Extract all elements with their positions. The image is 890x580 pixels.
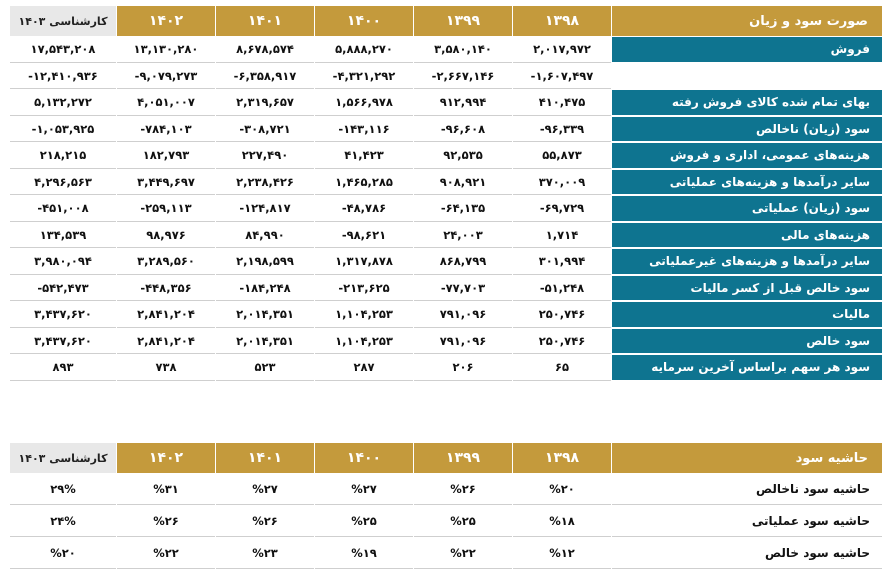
row-label: مالیات	[612, 302, 882, 328]
row-label: سود خالص قبل از کسر مالیات	[612, 276, 882, 302]
cell-value: ۶۵	[513, 355, 611, 381]
row-label: فروش	[612, 37, 882, 63]
cell-value: -۹۶,۶۰۸	[414, 117, 512, 143]
cell-value: -۹,۰۷۹,۲۷۳	[117, 64, 215, 90]
cell-value: ۲,۸۴۱,۲۰۴	[117, 329, 215, 355]
cell-value: ۱,۴۶۵,۲۸۵	[315, 170, 413, 196]
cell-value: ۵۲۳	[216, 355, 314, 381]
row-label: سود (زیان) ناخالص	[612, 117, 882, 143]
table-row	[10, 64, 882, 90]
margin-header	[10, 443, 882, 473]
cell-value: %۲۵	[315, 506, 413, 537]
cell-value: ۲,۲۳۸,۴۲۶	[216, 170, 314, 196]
cell-value: -۹۶,۳۳۹	[513, 117, 611, 143]
row-label: بهای تمام شده کالای فروش رفته	[612, 90, 882, 116]
cell-value: ۱,۳۱۷,۸۷۸	[315, 249, 413, 275]
cell-value: ۱۳,۱۳۰,۲۸۰	[117, 37, 215, 63]
cell-value: ۵,۱۳۲,۲۷۲	[10, 90, 116, 116]
cell-value: %۲۰	[10, 538, 116, 569]
cell-value: ۱,۱۰۴,۲۵۳	[315, 329, 413, 355]
cell-value: %۲۶	[414, 474, 512, 505]
row-label: حاشیه سود خالص	[612, 538, 882, 569]
cell-value: ۹۰۸,۹۲۱	[414, 170, 512, 196]
cell-value: -۹۸,۶۲۱	[315, 223, 413, 249]
cell-value: ۳,۹۸۰,۰۹۴	[10, 249, 116, 275]
cell-value: ۱۳۴,۵۳۹	[10, 223, 116, 249]
cell-value: %۲۳	[216, 538, 314, 569]
header-year: ۱۴۰۲	[117, 443, 215, 473]
cell-value: ۵۵,۸۷۳	[513, 143, 611, 169]
cell-value: ۱,۵۶۶,۹۷۸	[315, 90, 413, 116]
header-year: ۱۳۹۹	[414, 6, 512, 36]
cell-value: ۸۹۳	[10, 355, 116, 381]
cell-value: -۱۲۴,۸۱۷	[216, 196, 314, 222]
cell-value: -۳۰۸,۷۲۱	[216, 117, 314, 143]
row-label: هزینه‌های عمومی، اداری و فروش	[612, 143, 882, 169]
cell-value: -۴۴۸,۳۵۶	[117, 276, 215, 302]
cell-value: -۷۷,۷۰۳	[414, 276, 512, 302]
cell-value: -۷۸۴,۱۰۳	[117, 117, 215, 143]
cell-value: ۷۹۱,۰۹۶	[414, 302, 512, 328]
cell-value: ۱,۱۰۴,۲۵۳	[315, 302, 413, 328]
cell-value: ۸,۶۷۸,۵۷۴	[216, 37, 314, 63]
header-year: ۱۴۰۰	[315, 6, 413, 36]
table-row	[10, 90, 882, 116]
table-row	[10, 249, 882, 275]
cell-value: -۲,۶۶۷,۱۴۶	[414, 64, 512, 90]
cell-value: ۹۲,۵۳۵	[414, 143, 512, 169]
table-row	[10, 506, 882, 537]
cell-value: %۲۷	[315, 474, 413, 505]
cell-value: ۲۵۰,۷۴۶	[513, 302, 611, 328]
cell-value: -۱۴۳,۱۱۶	[315, 117, 413, 143]
cell-value: %۲۲	[414, 538, 512, 569]
cell-value: ۲۰۶	[414, 355, 512, 381]
cell-value: %۲۰	[513, 474, 611, 505]
header-year: ۱۳۹۹	[414, 443, 512, 473]
row-label: هزینه‌های مالی	[612, 223, 882, 249]
cell-value: ۲,۸۴۱,۲۰۴	[117, 302, 215, 328]
cell-value: %۲۷	[216, 474, 314, 505]
cell-value: -۲۱۳,۶۲۵	[315, 276, 413, 302]
row-label: سود خالص	[612, 329, 882, 355]
table-row	[10, 117, 882, 143]
table-row	[10, 143, 882, 169]
row-label: سود هر سهم براساس آخرین سرمایه	[612, 355, 882, 381]
cell-value: %۲۲	[117, 538, 215, 569]
table-row	[10, 37, 882, 63]
cell-value: ۲۱۸,۲۱۵	[10, 143, 116, 169]
header-estimate: کارشناسی ۱۴۰۳	[10, 443, 116, 473]
row-label: سایر درآمدها و هزینه‌های غیرعملیاتی	[612, 249, 882, 275]
income-statement-table	[9, 5, 883, 382]
row-label: سایر درآمدها و هزینه‌های عملیاتی	[612, 170, 882, 196]
cell-value: ۱,۷۱۴	[513, 223, 611, 249]
cell-value: ۸۶۸,۷۹۹	[414, 249, 512, 275]
cell-value: -۴۵۱,۰۰۸	[10, 196, 116, 222]
cell-value: ۲۸۷	[315, 355, 413, 381]
cell-value: -۵۴۲,۴۷۳	[10, 276, 116, 302]
cell-value: ۷۹۱,۰۹۶	[414, 329, 512, 355]
header-year: ۱۳۹۸	[513, 6, 611, 36]
cell-value: ۲۲۷,۴۹۰	[216, 143, 314, 169]
cell-value: -۱,۶۰۷,۴۹۷	[513, 64, 611, 90]
table-row	[10, 170, 882, 196]
cell-value: ۲۵۰,۷۴۶	[513, 329, 611, 355]
cell-value: %۱۲	[513, 538, 611, 569]
cell-value: -۶,۳۵۸,۹۱۷	[216, 64, 314, 90]
cell-value: ۷۳۸	[117, 355, 215, 381]
cell-value: ۲,۱۹۸,۵۹۹	[216, 249, 314, 275]
row-label: حاشیه سود ناخالص	[612, 474, 882, 505]
table-row	[10, 302, 882, 328]
table-row	[10, 538, 882, 569]
cell-value: ۱۸۲,۷۹۳	[117, 143, 215, 169]
cell-value: ۳,۴۳۷,۶۲۰	[10, 329, 116, 355]
header-year: ۱۴۰۱	[216, 6, 314, 36]
income-header	[10, 6, 882, 36]
header-row	[10, 443, 882, 473]
cell-value: ۳۷۰,۰۰۹	[513, 170, 611, 196]
income-body	[10, 37, 882, 381]
cell-value: ۸۴,۹۹۰	[216, 223, 314, 249]
cell-value: ۳۰۱,۹۹۴	[513, 249, 611, 275]
header-row	[10, 6, 882, 36]
header-year: ۱۴۰۰	[315, 443, 413, 473]
cell-value: -۱۲,۴۱۰,۹۳۶	[10, 64, 116, 90]
cell-value: %۳۱	[117, 474, 215, 505]
cell-value: %۲۵	[414, 506, 512, 537]
cell-value: ۴۱۰,۴۷۵	[513, 90, 611, 116]
cell-value: -۵۱,۲۴۸	[513, 276, 611, 302]
table-row	[10, 355, 882, 381]
cell-value: ۳,۵۸۰,۱۴۰	[414, 37, 512, 63]
cell-value: ۹۱۲,۹۹۴	[414, 90, 512, 116]
margin-body	[10, 474, 882, 569]
header-year: ۱۴۰۱	[216, 443, 314, 473]
cell-value: ۳,۴۴۹,۶۹۷	[117, 170, 215, 196]
row-label: حاشیه سود عملیاتی	[612, 506, 882, 537]
cell-value: ۵,۸۸۸,۲۷۰	[315, 37, 413, 63]
table-row	[10, 196, 882, 222]
cell-value: ۲۴,۰۰۳	[414, 223, 512, 249]
table-row	[10, 223, 882, 249]
cell-value: ۴,۰۵۱,۰۰۷	[117, 90, 215, 116]
header-year: ۱۳۹۸	[513, 443, 611, 473]
table-row	[10, 329, 882, 355]
cell-value: ۱۷,۵۴۳,۲۰۸	[10, 37, 116, 63]
cell-value: ۳,۲۸۹,۵۶۰	[117, 249, 215, 275]
cell-value: ۹۸,۹۷۶	[117, 223, 215, 249]
cell-value: ۲,۰۱۴,۳۵۱	[216, 329, 314, 355]
cell-value: %۲۶	[216, 506, 314, 537]
profit-margin-table	[9, 442, 883, 570]
header-year: ۱۴۰۲	[117, 6, 215, 36]
cell-value: ۴۱,۴۲۳	[315, 143, 413, 169]
cell-value: ۲۹%	[10, 474, 116, 505]
cell-value: -۶۴,۱۳۵	[414, 196, 512, 222]
header-title: حاشیه سود	[612, 443, 882, 473]
cell-value: ۲,۰۱۷,۹۷۲	[513, 37, 611, 63]
row-label: سود (زیان) عملیاتی	[612, 196, 882, 222]
cell-value: -۴۸,۷۸۶	[315, 196, 413, 222]
table-row	[10, 474, 882, 505]
cell-value: ۲۴%	[10, 506, 116, 537]
header-title: صورت سود و زیان	[612, 6, 882, 36]
cell-value: -۱۸۴,۲۴۸	[216, 276, 314, 302]
cell-value: ۲,۰۱۴,۳۵۱	[216, 302, 314, 328]
row-label	[612, 64, 882, 90]
cell-value: -۶۹,۷۲۹	[513, 196, 611, 222]
cell-value: -۴,۳۲۱,۲۹۲	[315, 64, 413, 90]
cell-value: %۱۹	[315, 538, 413, 569]
cell-value: ۳,۴۳۷,۶۲۰	[10, 302, 116, 328]
table-row	[10, 276, 882, 302]
cell-value: %۲۶	[117, 506, 215, 537]
cell-value: ۴,۲۹۶,۵۶۳	[10, 170, 116, 196]
cell-value: %۱۸	[513, 506, 611, 537]
cell-value: ۲,۳۱۹,۶۵۷	[216, 90, 314, 116]
header-estimate: کارشناسی ۱۴۰۳	[10, 6, 116, 36]
cell-value: -۲۵۹,۱۱۳	[117, 196, 215, 222]
cell-value: -۱,۰۵۳,۹۲۵	[10, 117, 116, 143]
